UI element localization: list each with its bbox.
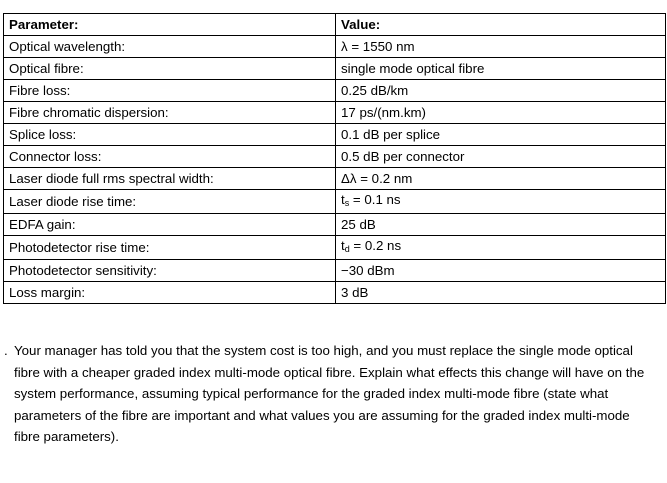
row-parameter: Optical fibre:: [4, 58, 336, 80]
table-row: [4, 260, 666, 282]
table-row: [4, 102, 666, 124]
table-row: [4, 146, 666, 168]
row-parameter: Fibre loss:: [4, 80, 336, 102]
row-value: λ = 1550 nm: [336, 36, 666, 58]
parameter-table: [3, 13, 666, 304]
row-value: 3 dB: [336, 282, 666, 304]
table-row: [4, 282, 666, 304]
table-row: [4, 58, 666, 80]
row-parameter: Connector loss:: [4, 146, 336, 168]
value-subscript: s: [344, 198, 350, 208]
value-suffix: = 0.1 ns: [349, 192, 401, 207]
row-value: 17 ps/(nm.km): [336, 102, 666, 124]
row-parameter: Photodetector sensitivity:: [4, 260, 336, 282]
row-value: 0.5 dB per connector: [336, 146, 666, 168]
row-parameter: Optical wavelength:: [4, 36, 336, 58]
row-parameter: Laser diode full rms spectral width:: [4, 168, 336, 190]
row-value: [336, 236, 666, 260]
row-parameter: EDFA gain:: [4, 214, 336, 236]
table-header-row: [4, 14, 666, 36]
row-parameter: Splice loss:: [4, 124, 336, 146]
row-value: Δλ = 0.2 nm: [336, 168, 666, 190]
row-value: 25 dB: [336, 214, 666, 236]
table-row: [4, 80, 666, 102]
value-suffix: = 0.2 ns: [349, 238, 402, 253]
table-row: [4, 190, 666, 214]
row-value: [336, 190, 666, 214]
table-row: [4, 168, 666, 190]
header-value: Value:: [336, 14, 666, 36]
table-row: [4, 236, 666, 260]
value-prefix: t: [341, 238, 345, 253]
table-row: [4, 124, 666, 146]
question-bullet: .: [4, 343, 8, 358]
row-parameter: Fibre chromatic dispersion:: [4, 102, 336, 124]
row-value: −30 dBm: [336, 260, 666, 282]
header-parameter: Parameter:: [4, 14, 336, 36]
row-value: single mode optical fibre: [336, 58, 666, 80]
question-text: Your manager has told you that the system cost is too high, and you must replace the single mode optical fibre with a cheaper graded index multi-mode optical fibre. Explain what effects this change will have on the system performance, assuming typical performance for the graded index multi-mode fibre (state what parameters of the fibre are important and what values you are assuming for the graded index multi-mode fibre parameters).: [14, 343, 645, 444]
row-parameter: Loss margin:: [4, 282, 336, 304]
table-row: [4, 36, 666, 58]
row-parameter: Laser diode rise time:: [4, 190, 336, 214]
row-value: 0.25 dB/km: [336, 80, 666, 102]
row-value: 0.1 dB per splice: [336, 124, 666, 146]
value-prefix: t: [341, 192, 345, 207]
row-parameter: Photodetector rise time:: [4, 236, 336, 260]
table-row: [4, 214, 666, 236]
value-subscript: d: [344, 244, 350, 254]
